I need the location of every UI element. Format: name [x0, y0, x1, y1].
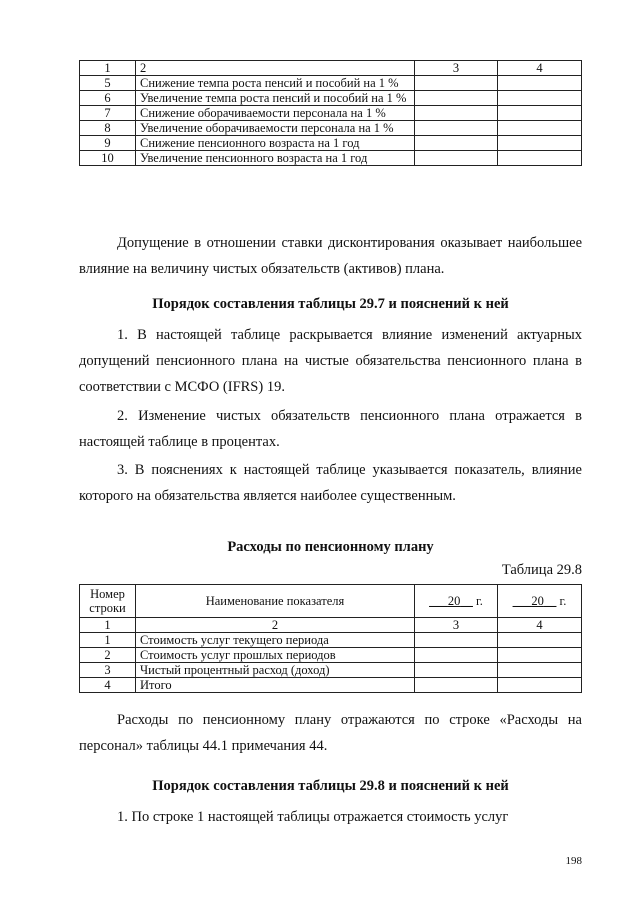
table-row: [80, 76, 582, 91]
value-cell: [415, 76, 498, 91]
header-cell: 1: [80, 61, 136, 76]
table-29-7-continuation: [79, 60, 582, 166]
value-cell: [498, 106, 582, 121]
value-cell: [498, 76, 582, 91]
value-cell: [415, 106, 498, 121]
row-number: 3: [80, 663, 136, 678]
table-header-row: [80, 585, 582, 618]
year-prefix: 20: [531, 594, 544, 608]
paragraph-item-1: 1. В настоящей таблице раскрывается влияние изменений актуарных допущений пенсионного плана на чистые обязательства пенсионного плана в соответствии с МСФО (IFRS) 19.: [79, 327, 582, 395]
value-cell: [498, 678, 582, 693]
row-label: Снижение темпа роста пенсий и пособий на 1 %: [136, 76, 415, 91]
row-label: Увеличение пенсионного возраста на 1 год: [136, 151, 415, 166]
header-row-number: Номер строки: [80, 585, 136, 618]
table-row: [80, 678, 582, 693]
table-row: [80, 633, 582, 648]
row-label: Снижение оборачиваемости персонала на 1 %: [136, 106, 415, 121]
value-cell: [415, 136, 498, 151]
row-number: 8: [80, 121, 136, 136]
table-header-row: [80, 61, 582, 76]
value-cell: [415, 121, 498, 136]
header-cell: 4: [498, 61, 582, 76]
table-column-numbers-row: [80, 618, 582, 633]
row-label: Снижение пенсионного возраста на 1 год: [136, 136, 415, 151]
row-number: 7: [80, 106, 136, 121]
paragraph-item-2: 2. Изменение чистых обязательств пенсионного плана отражается в настоящей таблице в процентах.: [79, 408, 582, 450]
table-row: [80, 121, 582, 136]
row-label: Чистый процентный расход (доход): [136, 663, 415, 678]
value-cell: [498, 136, 582, 151]
row-number: 2: [80, 648, 136, 663]
table-row: [80, 648, 582, 663]
value-cell: [498, 91, 582, 106]
section-heading-pension-expenses: Расходы по пенсионному плану: [227, 539, 434, 555]
row-number: 9: [80, 136, 136, 151]
table-row: [80, 136, 582, 151]
page-number: 198: [565, 855, 582, 867]
header-indicator-name: Наименование показателя: [136, 585, 415, 618]
row-number: 4: [80, 678, 136, 693]
column-number: 1: [80, 618, 136, 633]
section-heading-29-7: Порядок составления таблицы 29.7 и пояснений к ней: [152, 296, 509, 312]
value-cell: [415, 678, 498, 693]
year-prefix: 20: [447, 594, 461, 608]
value-cell: [415, 151, 498, 166]
value-cell: [415, 633, 498, 648]
row-number: 5: [80, 76, 136, 91]
value-cell: [498, 633, 582, 648]
value-cell: [415, 91, 498, 106]
value-cell: [498, 151, 582, 166]
value-cell: [415, 663, 498, 678]
year-suffix: г.: [476, 594, 483, 608]
header-cell: 3: [415, 61, 498, 76]
row-number: 1: [80, 633, 136, 648]
row-number: 10: [80, 151, 136, 166]
table-row: [80, 663, 582, 678]
header-cell: 2: [136, 61, 415, 76]
paragraph-discount-rate: Допущение в отношении ставки дисконтирования оказывает наибольшее влияние на величину чистых обязательств (активов) плана.: [79, 235, 582, 277]
value-cell: [498, 663, 582, 678]
row-label: Стоимость услуг прошлых периодов: [136, 648, 415, 663]
row-label: Стоимость услуг текущего периода: [136, 633, 415, 648]
header-year-current: ___20__ г.: [415, 585, 498, 618]
column-number: 4: [498, 618, 582, 633]
row-number: 6: [80, 91, 136, 106]
table-29-8: [79, 584, 582, 693]
column-number: 3: [415, 618, 498, 633]
table-row: [80, 91, 582, 106]
year-suffix: г.: [559, 594, 567, 608]
column-number: 2: [136, 618, 415, 633]
value-cell: [415, 648, 498, 663]
paragraph-item-3: 3. В пояснениях к настоящей таблице указывается показатель, влияние которого на обязательства является наиболее существенным.: [79, 462, 582, 504]
section-heading-29-8: Порядок составления таблицы 29.8 и пояснений к ней: [152, 778, 509, 794]
table-caption: Таблица 29.8: [501, 562, 582, 578]
row-label: Итого: [136, 678, 415, 693]
paragraph-item-1-table-29-8: 1. По строке 1 настоящей таблицы отражается стоимость услуг: [117, 809, 509, 825]
table-row: [80, 151, 582, 166]
header-year-previous: ___20__ г.: [498, 585, 582, 618]
table-row: [80, 106, 582, 121]
paragraph-expenses-reference: Расходы по пенсионному плану отражаются по строке «Расходы на персонал» таблицы 44.1 примечания 44.: [79, 712, 582, 754]
value-cell: [498, 121, 582, 136]
row-label: Увеличение темпа роста пенсий и пособий на 1 %: [136, 91, 415, 106]
row-label: Увеличение оборачиваемости персонала на 1 %: [136, 121, 415, 136]
value-cell: [498, 648, 582, 663]
